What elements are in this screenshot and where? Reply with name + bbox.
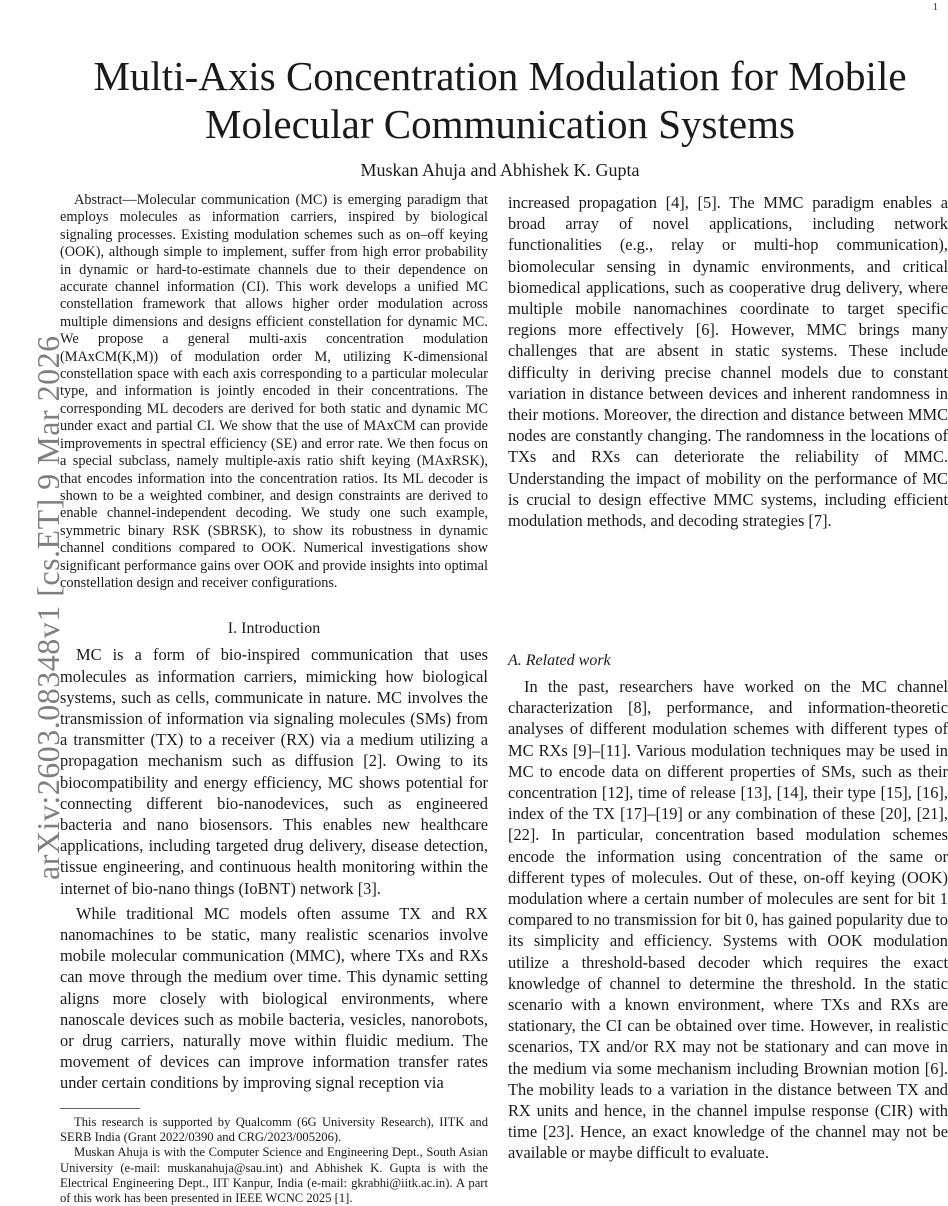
intro-paragraph-1: MC is a form of bio-inspired communication that uses molecules as information carriers, mimicking how biological systems, such as cells, communicate in nature. MC involves the transmission of information via signaling molecules (SMs) from a transmitter (TX) to a receiver (RX) via a medium utilizing a propagation mechanism such as diffusion [2]. Owing to its biocompatibility and energy efficiency, MC shows potential for connecting different bio-nanodevices, such as engineered bacteria and nano biosensors. This enables new healthcare applications, including targeted drug delivery, disease detection, tissue engineering, and continuous health monitoring within the internet of bio-nano things (IoBNT) network [3]. bbox=[60, 645, 488, 898]
related-work-paragraph: In the past, researchers have worked on the MC channel characterization [8], performance, and information-theoretic analyses of different modulation schemes with different types of MC RXs [9]–[11]. Various modulation techniques may be used in MC to encode data on different properties of SMs, such as their concentration [12], time of release [13], [14], their type [15], [16], index of the TX [17]–[19] or any combination of these [20], [21], [22]. In particular, concentration based modulation schemes encode the information using concentration of the same or different types of molecules. Out of these, on-off keying (OOK) modulation where a certain number of molecules are sent for bit 1 compared to no transmission for bit 0, has gained popularity due to its simplicity and efficiency. Systems with OOK modulation utilize a threshold-based decoder which requires the exact knowledge of channel to determine the threshold. In the static scenario with a known environment, where TXs and RXs are stationary, the CI can be obtained over time. However, in realistic scenarios, TX and/or RX may not be stationary and can move in the medium via some mechanism including Brownian motion [6]. The mobility leads to a variation in the distance between TX and RX units and hence, in the channel impulse response (CIR) with time [23]. Hence, an exact knowledge of the channel may not be available or maybe difficult to evaluate. bbox=[508, 677, 948, 1163]
subsection-heading-related-work: A. Related work bbox=[508, 652, 611, 669]
paper-authors: Muskan Ahuja and Abhishek K. Gupta bbox=[360, 160, 640, 180]
paper-title: Multi-Axis Concentration Modulation for Mobile Molecular Communication Systems bbox=[93, 53, 907, 147]
section-heading-introduction: I. Introduction bbox=[227, 620, 321, 638]
intro-paragraph-2: While traditional MC models often assume TX and RX nanomachines to be static, many realistic scenarios involve mobile molecular communication (MMC), where TXs and RXs can move through the medium over time. This dynamic setting aligns more closely with biological environments, where nanoscale devices such as mobile bacteria, vesicles, nanorobots, or drug carriers, naturally move within fluidic medium. The movement of devices can improve information transfer rates under certain conditions by improving signal reception via bbox=[60, 903, 488, 1093]
left-column bbox=[60, 192, 488, 1094]
related-work-section bbox=[508, 652, 948, 1164]
intro-paragraph-2-continued: increased propagation [4], [5]. The MMC paradigm enables a broad array of novel applications, including network functionalities (e.g., relay or multi-hop communication), biomolecular sensing in dynamic environments, and critical biomedical applications, such as cooperative drug delivery, where multiple mobile nanomachines coordinate to target specific regions more effectively [6]. However, MMC brings many challenges that are absent in static systems. These include difficulty in deriving precise channel models due to constant variation in distance between devices and inherent randomness in their motions. Moreover, the direction and distance between MMC nodes are constantly changing. The randomness in the locations of TXs and RXs can deteriorate the reliability of MMC. Understanding the impact of mobility on the performance of MC is crucial to design effective MMC systems, including efficient modulation methods, and decoding strategies [7]. bbox=[508, 193, 948, 531]
footnote-funding: This research is supported by Qualcomm (6G University Research), IITK and SERB India (Grant 2022/0390 and CRG/2023/005206). bbox=[60, 1115, 488, 1145]
right-column bbox=[508, 192, 948, 531]
page-number: 1 bbox=[933, 2, 938, 13]
footnote-area bbox=[60, 1108, 488, 1206]
footnote-divider bbox=[60, 1108, 140, 1109]
abstract: Abstract—Molecular communication (MC) is emerging paradigm that employs molecules as information carriers, inspired by biological signaling processes. Existing modulation schemes such as on–off keying (OOK), although simple to implement, suffer from high error probability in dynamic or hard-to-estimate channels due to their dependence on accurate channel information (CI). This work develops a unified MC constellation framework that allows higher order modulation across multiple dimensions and designs efficient constellation for dynamic MC. We propose a general multi-axis concentration modulation (MAxCM(K,M)) of modulation order M, utilizing K-dimensional constellation space with each axis corresponding to a particular molecular type, and information is jointly encoded in their concentrations. The corresponding ML decoders are derived for both static and dynamic MC under exact and partial CI. We show that the use of MAxCM can provide improvements in spectral efficiency (SE) and error rate. We then focus on a special subclass, namely multiple-axis ratio shift keying (MAxRSK), that encodes information into the concentration ratios. Its ML decoder is shown to be a weighted combiner, and design constraints are derived to enable channel-independent decoding. We study one such example, symmetric binary RSK (SBRSK), to show its robustness in dynamic channel conditions compared to OOK. Numerical investigations show significant performance gains over OOK and provide insights into optimal constellation design and receiver configurations. bbox=[60, 192, 488, 591]
arxiv-identifier-stamp[interactable]: arXiv:2603.08348v1 [cs.ET] 9 Mar 2026 bbox=[30, 335, 66, 880]
footnote-affiliations: Muskan Ahuja is with the Computer Science and Engineering Dept., South Asian University (e-mail: muskanahuja@sau.int) and Abhishek K. Gupta is with the Electrical Engineering Dept., IIT Kanpur, India (e-mail: gkrabhi@iitk.ac.in). A part of this work has been presented in IEEE WCNC 2025 [1]. bbox=[60, 1145, 488, 1206]
